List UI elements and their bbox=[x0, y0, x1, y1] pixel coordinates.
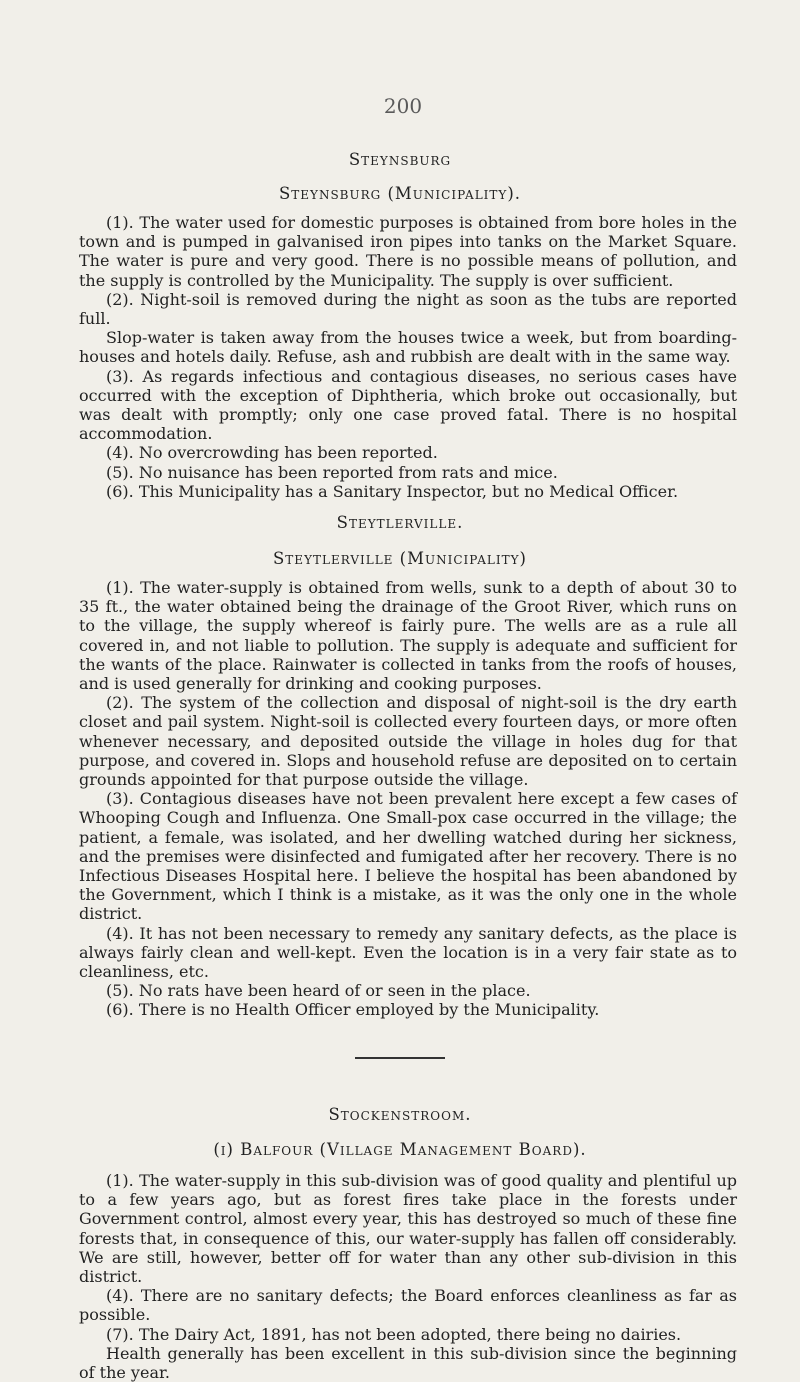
section-title-steytlerville: Steytlerville. bbox=[336, 513, 464, 532]
section-body-stockenstroom bbox=[79, 1171, 737, 1382]
paragraph: (3). As regards infectious and contagious diseases, no serious cases have occurred with the exception of Diphtheria, which broke out occasionally, but was dealt with promptly; only one case proved fatal. There is no hospital accommodation. bbox=[79, 366, 737, 444]
paragraph: (7). The Dairy Act, 1891, has not been adopted, there being no dairies. bbox=[106, 1324, 682, 1344]
paragraph: (5). No rats have been heard of or seen in the place. bbox=[106, 981, 531, 1001]
paragraph: (4). No overcrowding has been reported. bbox=[106, 443, 438, 463]
section-title-steynsburg: Steynsburg bbox=[348, 150, 452, 169]
section-body-steytlerville bbox=[79, 578, 737, 1020]
paragraph: (2). Night-soil is removed during the night as soon as the tubs are reported full. bbox=[79, 289, 737, 329]
paragraph: (1). The water-supply in this sub-division was of good quality and plentiful up to a few years ago, but as forest fires take place in the forests under Government control, almost every year, this has destroyed so much of these fine forests that, in consequence of this, our water-supply has fallen off considerably. We are still, however, better off for water than any other sub-division in this district. bbox=[79, 1171, 737, 1287]
section-subtitle-steytlerville: Steytlerville (Municipality) bbox=[273, 549, 527, 568]
paragraph: (5). No nuisance has been reported from rats and mice. bbox=[106, 462, 558, 482]
page-number: 200 bbox=[383, 94, 423, 118]
paragraph: (3). Contagious diseases have not been prevalent here except a few cases of Whooping Cough and Influenza. One Small-pox case occurred in the village; the patient, a female, was isolated, and her dwelling watched during her sickness, and the premises were disinfected and fumigated after her recovery. There is no Infectious Diseases Hospital here. I believe the hospital has been abandoned by the Government, which I think is a mistake, as it was the only one in the whole district. bbox=[79, 789, 737, 924]
section-divider bbox=[355, 1057, 445, 1059]
section-title-stockenstroom: Stockenstroom. bbox=[328, 1105, 472, 1124]
paragraph: (4). There are no sanitary defects; the Board enforces cleanliness as far as possible. bbox=[79, 1286, 737, 1325]
paragraph: (1). The water used for domestic purposes is obtained from bore holes in the town and is pumped in galvanised iron pipes into tanks on the Market Square. The water is pure and very good. There is no possible means of pollution, and the supply is controlled by the Municipality. The supply is over sufficient. bbox=[79, 213, 737, 290]
paragraph: Slop-water is taken away from the houses twice a week, but from boarding-houses and hotels daily. Refuse, ash and rubbish are dealt with in the same way. bbox=[79, 328, 737, 367]
paragraph: Health generally has been excellent in this sub-division since the beginning of the year. bbox=[79, 1343, 737, 1382]
paragraph: (6). This Municipality has a Sanitary Inspector, but no Medical Officer. bbox=[106, 481, 679, 501]
paragraph: (2). The system of the collection and disposal of night-soil is the dry earth closet and pail system. Night-soil is collected every fourteen days, or more often whenever necessary, and deposited outside the village in holes dug for that purpose, and covered in. Slops and household refuse are deposited on to certain grounds appointed for that purpose outside the village. bbox=[79, 693, 737, 790]
paragraph: (6). There is no Health Officer employed by the Municipality. bbox=[106, 1000, 600, 1020]
section-subtitle-balfour: (i) Balfour (Village Management Board). bbox=[213, 1140, 587, 1159]
paragraph: (1). The water-supply is obtained from wells, sunk to a depth of about 30 to 35 ft., the water obtained being the drainage of the Groot River, which runs on to the village, the supply whereof is fairly pure. The wells are as a rule all covered in, and not liable to pollution. The supply is adequate and sufficient for the wants of the place. Rainwater is collected in tanks from the roofs of houses, and is used generally for drinking and cooking purposes. bbox=[79, 578, 737, 694]
paragraph: (4). It has not been necessary to remedy any sanitary defects, as the place is always fairly clean and well-kept. Even the location is in a very fair state as to cleanliness, etc. bbox=[79, 923, 737, 982]
section-body-steynsburg bbox=[79, 213, 737, 501]
section-subtitle-steynsburg: Steynsburg (Municipality). bbox=[278, 184, 522, 203]
